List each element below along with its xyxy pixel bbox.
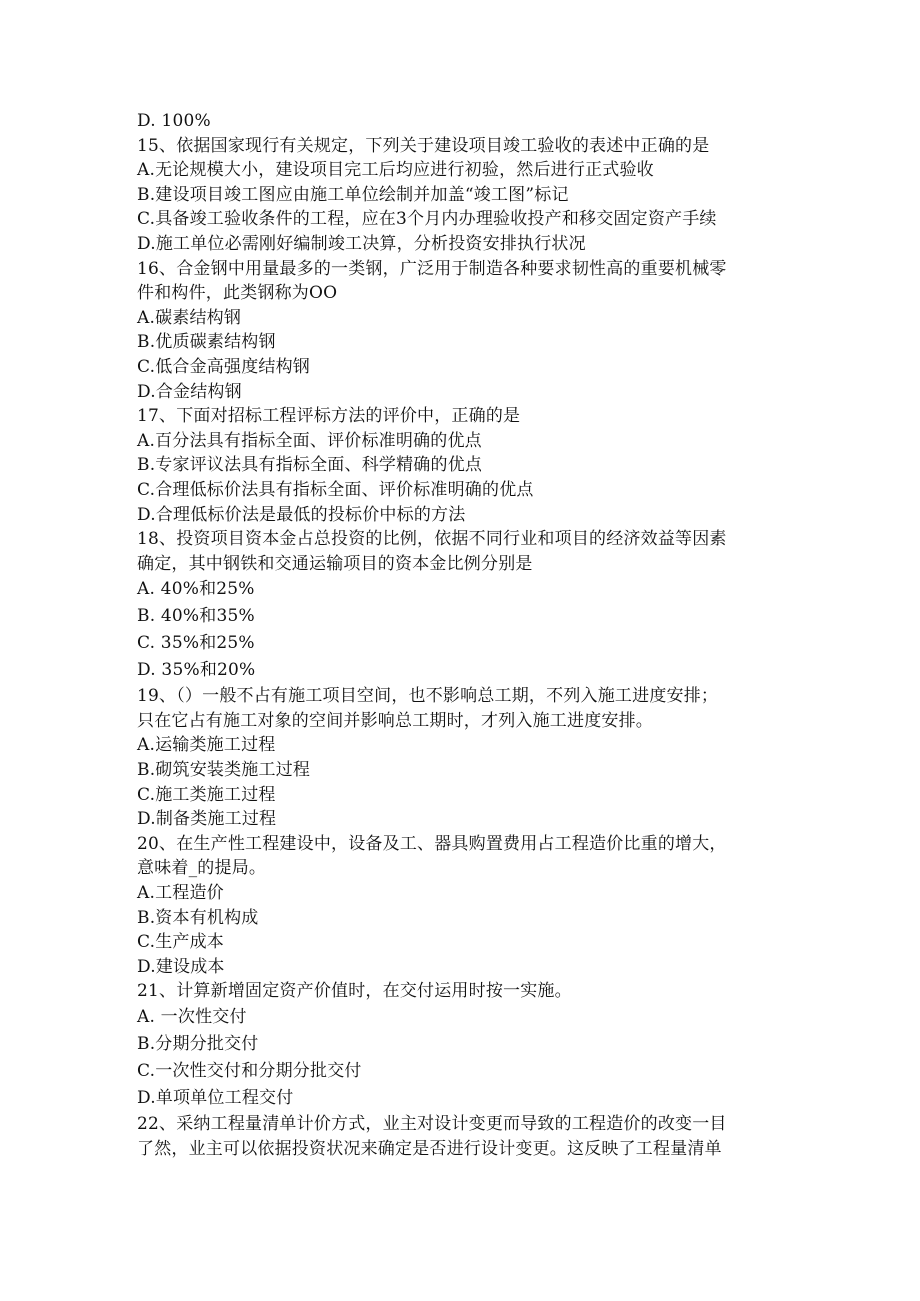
question-20-cont: 意味着_的提局。 — [137, 858, 267, 879]
option-b-line: B.砌筑安装类施工过程 — [137, 760, 311, 781]
question-21: 21、计算新增固定资产价值时，在交付运用时按一实施。 — [137, 981, 572, 1002]
option-d-line: D.单项单位工程交付 — [137, 1088, 294, 1108]
option-a-line: A.运输类施工过程 — [137, 735, 276, 756]
question-22: 22、采纳工程量清单计价方式，业主对设计变更而导致的工程造价的改变一目 — [137, 1114, 727, 1134]
option-c-line: C.低合金高强度结构钢 — [137, 356, 311, 377]
option-c-line: C.施工类施工过程 — [137, 784, 276, 805]
option-a-line: A.百分法具有指标全面、评价标准明确的优点 — [137, 430, 482, 451]
question-20: 20、在生产性工程建设中，设备及工、器具购置费用占工程造价比重的增大， — [137, 833, 727, 854]
question-16: 16、合金钢中用量最多的一类钢，广泛用于制造各种要求韧性高的重要机械零 — [137, 258, 727, 279]
option-b-line: B.分期分批交付 — [137, 1034, 259, 1054]
option-d-line: D. 100% — [137, 111, 211, 131]
option-a-line: A. 一次性交付 — [137, 1007, 247, 1027]
option-b-line: B.专家评议法具有指标全面、科学精确的优点 — [137, 455, 483, 476]
option-d-line: D. 35%和20% — [137, 660, 256, 681]
option-d-line: D.制备类施工过程 — [137, 809, 277, 830]
option-c-line: C.一次性交付和分期分批交付 — [137, 1061, 362, 1081]
option-a-line: A.无论规模大小，建设项目完工后均应进行初验，然后进行正式验收 — [137, 160, 654, 181]
question-19: 19、（）一般不占有施工项目空间，也不影响总工期，不列入施工进度安排； — [137, 686, 719, 707]
question-17: 17、下面对招标工程评标方法的评价中，正确的是 — [137, 406, 521, 427]
option-a-line: A.碳素结构钢 — [137, 307, 242, 328]
question-16-cont: 件和构件，此类钢称为OO — [137, 283, 338, 304]
option-c-line: C.具备竣工验收条件的工程，应在3个月内办理验收投产和移交固定资产手续 — [137, 209, 717, 230]
option-b-line: B. 40%和35% — [137, 606, 255, 627]
option-a-line: A.工程造价 — [137, 883, 224, 904]
option-b-line: B.资本有机构成 — [137, 907, 259, 928]
question-15: 15、依据国家现行有关规定，下列关于建设项目竣工验收的表述中正确的是 — [137, 135, 710, 156]
option-c-line: C.合理低标价法具有指标全面、评价标准明确的优点 — [137, 479, 534, 500]
option-d-line: D.建设成本 — [137, 956, 225, 977]
question-18-cont: 确定，其中钢铁和交通运输项目的资本金比例分别是 — [137, 553, 533, 574]
option-b-line: B.建设项目竣工图应由施工单位绘制并加盖“竣工图”标记 — [137, 184, 569, 205]
option-c-line: C.生产成本 — [137, 932, 225, 953]
document-page — [137, 109, 787, 1161]
question-18: 18、投资项目资本金占总投资的比例，依据不同行业和项目的经济效益等因素 — [137, 529, 727, 550]
option-a-line: A. 40%和25% — [137, 579, 255, 600]
option-d-line: D.合理低标价法是最低的投标价中标的方法 — [137, 504, 466, 525]
option-c-line: C. 35%和25% — [137, 633, 255, 654]
question-19-cont: 只在它占有施工对象的空间并影响总工期时，才列入施工进度安排。 — [137, 710, 653, 731]
option-b-line: B.优质碳素结构钢 — [137, 332, 276, 353]
question-22-cont: 了然，业主可以依据投资状况来确定是否进行设计变更。这反映了工程量清单 — [137, 1138, 722, 1159]
option-d-line: D.施工单位必需刚好编制竣工决算，分析投资安排执行状况 — [137, 233, 586, 254]
option-d-line: D.合金结构钢 — [137, 381, 242, 402]
